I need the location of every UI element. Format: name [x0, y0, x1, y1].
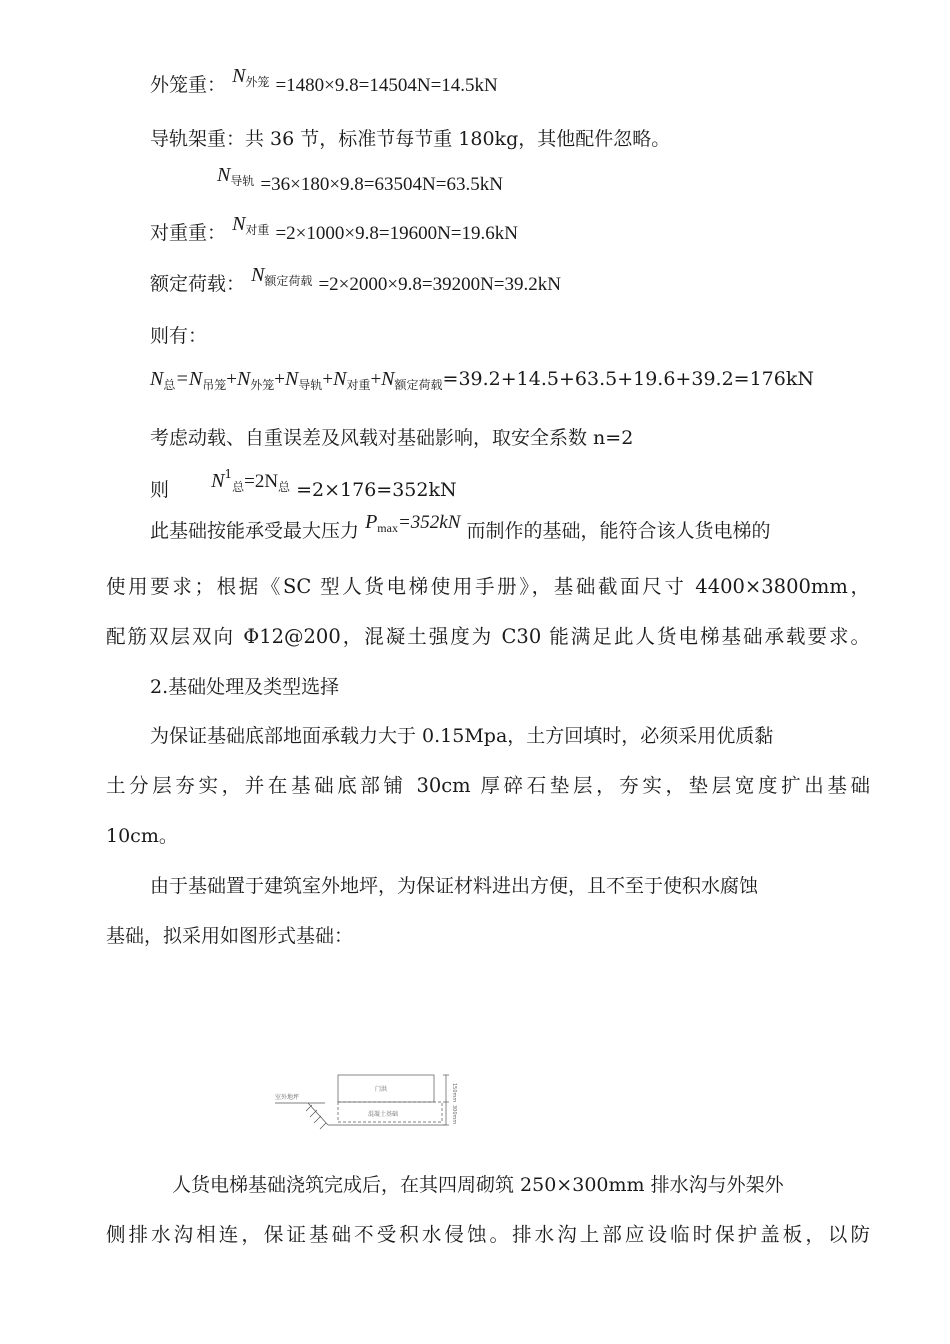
concrete-label: 混凝土基础	[368, 1111, 399, 1118]
para2-line2: 土分层夯实，并在基础底部铺 30cm 厚碎石垫层，夯实，垫层宽度扩出基础	[106, 774, 870, 797]
para1-line1	[150, 511, 771, 550]
sub-total: 总	[232, 480, 245, 494]
door-label: 门洪	[375, 1086, 388, 1093]
outer-cage-line	[150, 65, 498, 104]
section-heading: 2.基础处理及类型选择	[150, 676, 340, 698]
total-formula: =39.2+14.5+63.5+19.6+39.2=176kN	[442, 368, 814, 390]
rated-load-label: 额定荷载：	[150, 273, 246, 295]
para4-line1: 人货电梯基础浇筑完成后，在其四周砌筑 250×300mm 排水沟与外架外	[172, 1174, 784, 1196]
then-label: 则	[150, 479, 170, 501]
eq-n: =N	[175, 368, 203, 390]
counterweight-line	[150, 213, 518, 252]
then-have: 则有：	[150, 325, 208, 347]
rated-load-formula: =2×2000×9.8=39200N=39.2kN	[318, 274, 561, 295]
sub-hoist: 吊笼	[202, 378, 227, 392]
para1-line2: 使用要求；根据《SC 型人货电梯使用手册》，基础截面尺寸 4400×3800mm，	[106, 575, 870, 598]
foundation-section-figure	[270, 1055, 470, 1135]
total-formula-line	[150, 366, 814, 398]
symbol-n: N	[381, 368, 395, 390]
plus: +	[226, 369, 237, 390]
para3-line2: 基础，拟采用如图形式基础：	[106, 925, 354, 947]
counterweight-formula: =2×1000×9.8=19600N=19.6kN	[275, 223, 518, 244]
para1-b: 而制作的基础，能符合该人货电梯的	[466, 520, 771, 542]
symbol-n: N	[236, 368, 251, 390]
symbol-n: N	[217, 164, 231, 186]
para4-line2: 侧排水沟相连，保证基础不受积水侵蚀。排水沟上部应设临时保护盖板，以防	[106, 1223, 870, 1246]
para1-a: 此基础按能承受最大压力	[150, 520, 360, 542]
outer-cage-label: 外笼重：	[150, 74, 227, 96]
total-safety-line	[150, 467, 457, 509]
total-safety-formula: =2×176=352kN	[296, 479, 457, 501]
plus: +	[322, 369, 334, 390]
dim-bottom-label: 300mm	[451, 1105, 457, 1125]
p-value: =352kN	[397, 512, 461, 533]
sub-rated: 额定荷载	[264, 274, 313, 288]
sub-counter: 对重	[245, 223, 270, 237]
plus: +	[370, 369, 382, 390]
guide-rail-formula-line	[217, 164, 503, 203]
symbol-n: N	[285, 368, 299, 390]
symbol-n: N	[232, 65, 246, 87]
sub-outer: 外笼	[245, 75, 270, 89]
guide-rail-formula: =36×180×9.8=63504N=63.5kN	[260, 174, 503, 195]
outer-cage-formula: =1480×9.8=14504N=14.5kN	[275, 75, 498, 96]
counterweight-label: 对重重：	[150, 222, 227, 244]
symbol-p: P	[365, 511, 378, 533]
sub-guide: 导轨	[230, 174, 255, 188]
ground-label: 室外地坪	[275, 1094, 300, 1101]
guide-rail-desc: 导轨架重：共 36 节，标准节每节重 180kg，其他配件忽略。	[150, 128, 671, 150]
dim-top-label: 150mm	[451, 1083, 457, 1103]
sup-1: 1	[224, 467, 233, 481]
safety-factor: 考虑动载、自重误差及风载对基础影响，取安全系数 n=2	[150, 427, 634, 449]
symbol-n: N	[211, 470, 225, 492]
sub-outer: 外笼	[250, 378, 275, 392]
eq-2n: =2N	[244, 471, 279, 492]
symbol-n: N	[232, 213, 246, 235]
sub-total: 总	[278, 480, 291, 494]
para2-line3: 10cm。	[106, 825, 178, 847]
sub-guide: 导轨	[298, 378, 323, 392]
symbol-n: N	[251, 264, 265, 286]
sub-counter: 对重	[346, 378, 371, 392]
para2-line1: 为保证基础底部地面承载力大于 0.15Mpa，土方回填时，必须采用优质黏	[150, 725, 774, 747]
plus: +	[274, 369, 286, 390]
sub-rated: 额定荷载	[394, 378, 443, 392]
para3-line1: 由于基础置于建筑室外地坪，为保证材料进出方便，且不至于使积水腐蚀	[150, 875, 759, 897]
symbol-n: N	[150, 368, 164, 390]
sub-max: max	[377, 521, 398, 535]
symbol-n: N	[333, 368, 347, 390]
para1-line3: 配筋双层双向 Φ12@200，混凝土强度为 C30 能满足此人货电梯基础承载要求。	[106, 625, 870, 648]
rated-load-line	[150, 264, 561, 303]
sub-total: 总	[163, 378, 176, 392]
